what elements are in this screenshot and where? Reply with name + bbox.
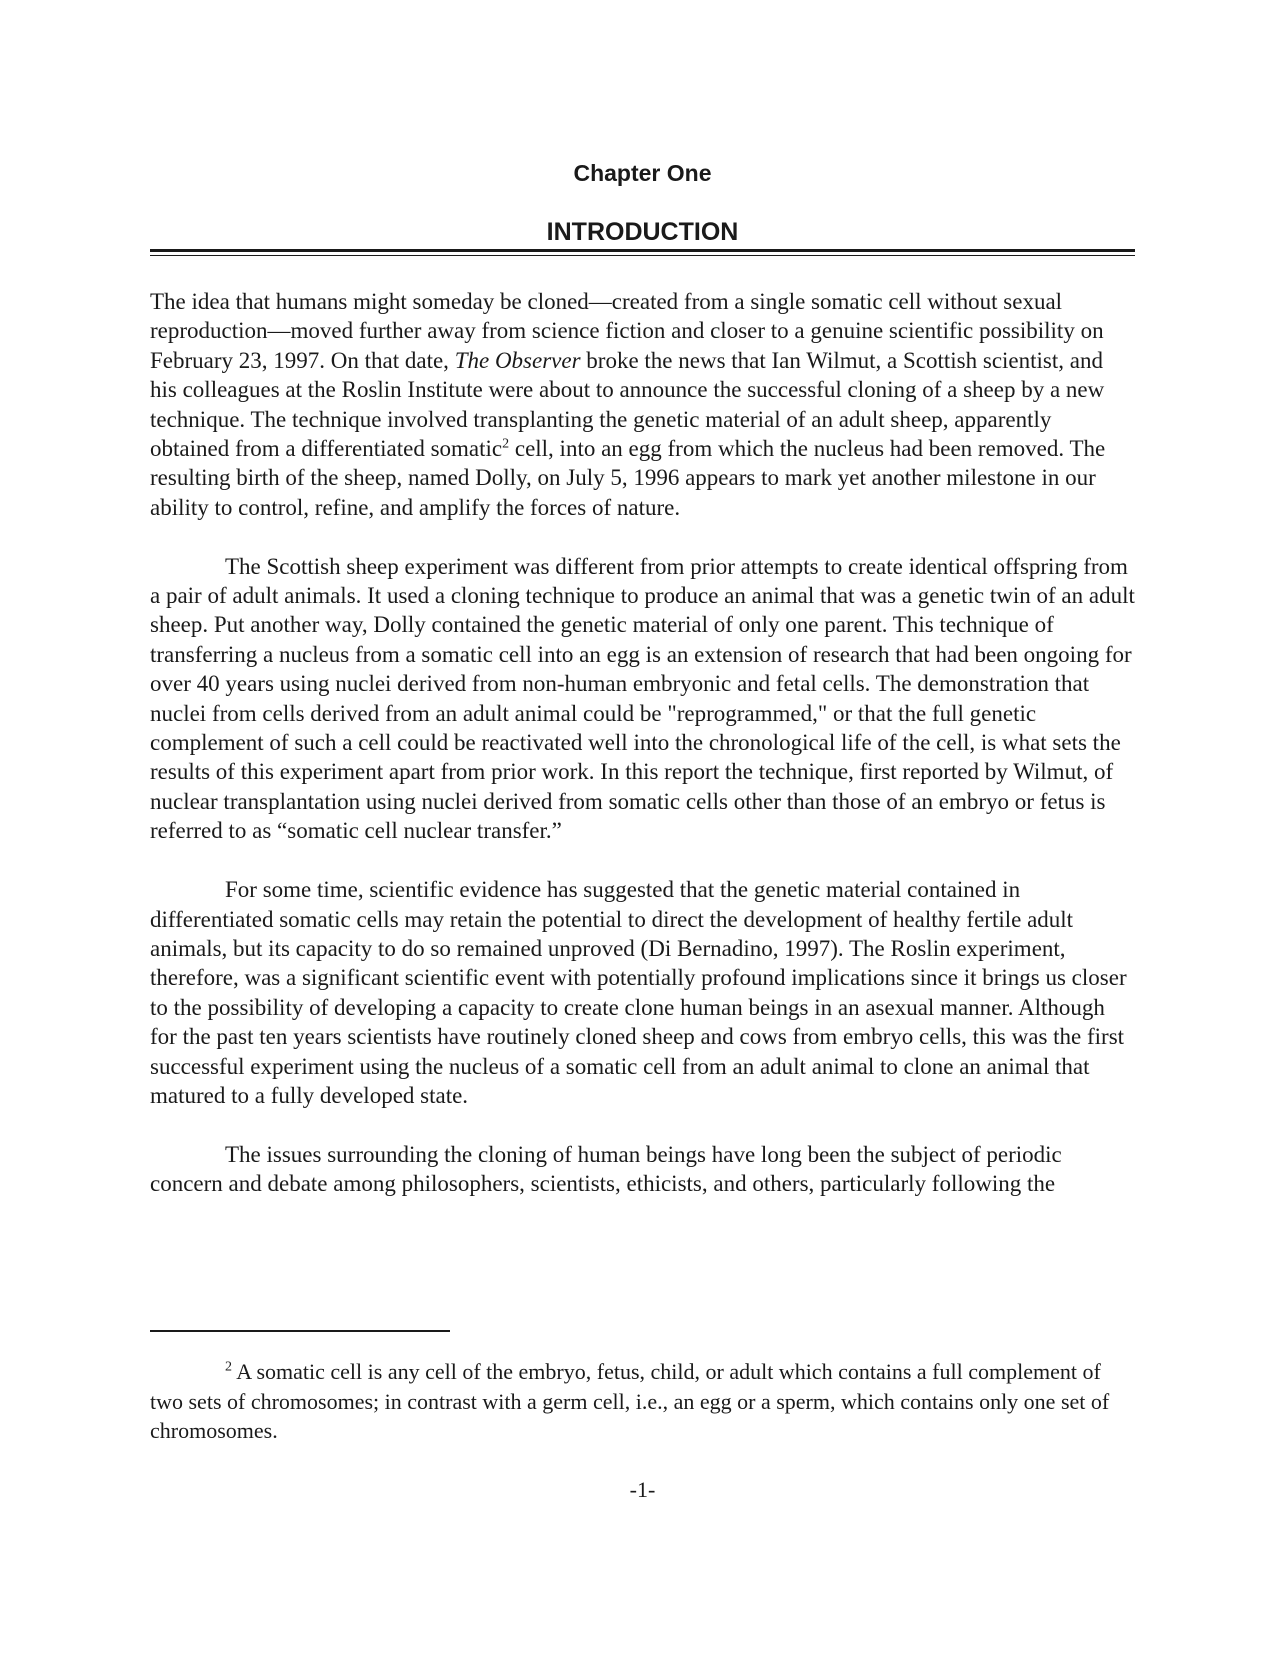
page-number: -1- <box>629 1477 656 1502</box>
footnote-separator <box>150 1330 450 1332</box>
paragraph-1 <box>150 287 1135 522</box>
footnote-text: A somatic cell is any cell of the embryo, fetus, child, or adult which contains a full complement of two sets of chromosomes; in contrast with a germ cell, i.e., an egg or a sperm, which contains only one set of chromosomes. <box>150 1359 1110 1443</box>
title-rule-thick <box>150 249 1135 252</box>
chapter-title: INTRODUCTION <box>546 218 739 246</box>
paragraph-2: The Scottish sheep experiment was different from prior attempts to create identical offspring from a pair of adult animals. It used a cloning technique to produce an animal that was a genetic twin of an adult sheep. Put another way, Dolly contained the genetic material of only one parent. This technique of transferring a nucleus from a somatic cell into an egg is an extension of research that had been ongoing for over 40 years using nuclei derived from non-human embryonic and fetal cells. The demonstration that nuclei from cells derived from an adult animal could be "reprogrammed," or that the full genetic complement of such a cell could be reactivated well into the chronological life of the cell, is what sets the results of this experiment apart from prior work. In this report the technique, first reported by Wilmut, of nuclear transplantation using nuclei derived from somatic cells other than those of an embryo or fetus is referred to as “somatic cell nuclear transfer.” <box>150 553 1135 844</box>
publication-title: The Observer <box>454 347 581 373</box>
body-text <box>150 287 1135 1228</box>
chapter-label: Chapter One <box>573 160 712 186</box>
title-rule-thin <box>150 255 1135 256</box>
document-page <box>150 0 1135 1656</box>
paragraph-1-part-1: The idea that humans might someday be cloned—created from a single somatic cell without sexual reproduction—moved further away from science fiction and closer to a genuine scientific possibility on February 23, 1997. On that date, <box>150 289 1104 373</box>
footnote-marker: 2 <box>225 1359 232 1375</box>
footnote <box>150 1357 1135 1446</box>
paragraph-3: For some time, scientific evidence has suggested that the genetic material contained in differentiated somatic cells may retain the potential to direct the development of healthy fertile adult animals, but its capacity to do so remained unproved (Di Bernadino, 1997). The Roslin experiment, therefore, was a significant scientific event with potentially profound implications since it brings us closer to the possibility of developing a capacity to create clone human beings in an asexual manner. Although for the past ten years scientists have routinely cloned sheep and cows from embryo cells, this was the first successful experiment using the nucleus of a somatic cell from an adult animal to clone an animal that matured to a fully developed state. <box>150 877 1127 1108</box>
paragraph-1-part-2: broke the news that Ian Wilmut, a Scottish scientist, and his colleagues at the Roslin Institute were about to announce the successful cloning of a sheep by a new technique. The technique involved transplanting the genetic material of an adult sheep, apparently obtained from a differentiated somatic <box>150 347 1105 462</box>
paragraph-4: The issues surrounding the cloning of human beings have long been the subject of periodic concern and debate among philosophers, scientists, ethicists, and others, particularly following the <box>150 1141 1062 1197</box>
paragraph-1-part-3: cell, into an egg from which the nucleus had been removed. The resulting birth of the sheep, named Dolly, on July 5, 1996 appears to mark yet another milestone in our ability to control, refine, and amplify the forces of nature. <box>150 436 1106 520</box>
footnote-reference[interactable]: 2 <box>502 436 510 452</box>
